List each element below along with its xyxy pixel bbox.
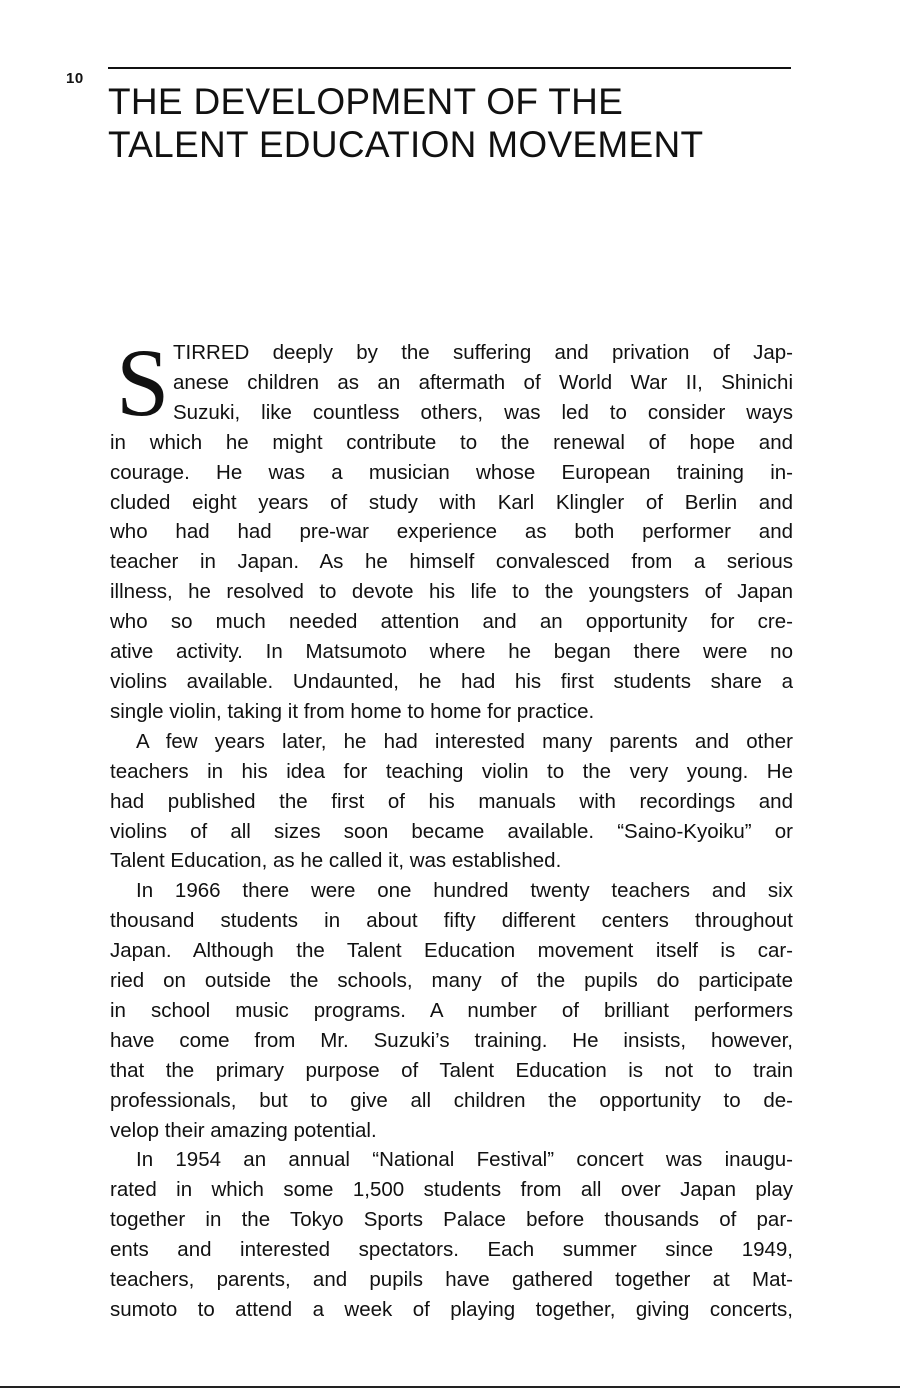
chapter-title: THE DEVELOPMENT OF THE TALENT EDUCATION MOVEMENT <box>108 81 704 165</box>
text-line: In 1954 an annual “National Festival” concert was inaugu- <box>136 1148 793 1172</box>
text-line: TIRRED deeply by the suffering and privation of Jap- <box>173 341 793 364</box>
text-line: that the primary purpose of Talent Education is not to train <box>110 1058 793 1082</box>
text-line: ried on outside the schools, many of the pupils do participate <box>110 969 793 993</box>
text-line: teachers, parents, and pupils have gathered together at Mat- <box>110 1268 793 1292</box>
text-line: in which he might contribute to the renewal of hope and <box>110 430 793 454</box>
text-line: illness, he resolved to devote his life to the youngsters of Japan <box>110 580 793 604</box>
text-line: teacher in Japan. As he himself convalesced from a serious <box>110 550 793 574</box>
text-line: had published the first of his manuals with recordings and <box>110 789 793 813</box>
text-line: Suzuki, like countless others, was led to consider ways <box>173 400 793 424</box>
text-line: thousand students in about fifty different centers throughout <box>110 909 793 933</box>
text-line: velop their amazing potential. <box>110 1118 377 1142</box>
paragraph-1 <box>110 329 793 727</box>
page-number: 10 <box>66 70 84 87</box>
text-line: rated in which some 1,500 students from all over Japan play <box>110 1178 793 1202</box>
text-line: together in the Tokyo Sports Palace before thousands of par- <box>110 1208 793 1232</box>
paragraph-4 <box>110 1145 793 1324</box>
text-line: Talent Education, as he called it, was established. <box>110 849 562 873</box>
text-line: cluded eight years of study with Karl Klingler of Berlin and <box>110 490 793 514</box>
text-line: have come from Mr. Suzuki’s training. He insists, however, <box>110 1028 793 1052</box>
text-line: professionals, but to give all children the opportunity to de- <box>110 1088 793 1112</box>
text-line: sumoto to attend a week of playing together, giving concerts, <box>110 1298 793 1321</box>
text-line: Japan. Although the Talent Education movement itself is car- <box>110 939 793 963</box>
text-line: violins available. Undaunted, he had his first students share a <box>110 669 793 693</box>
text-line: violins of all sizes soon became available. “Saino-Kyoiku” or <box>110 819 793 843</box>
text-line: single violin, taking it from home to home for practice. <box>110 699 595 723</box>
text-line: A few years later, he had interested many parents and other <box>136 729 793 753</box>
text-line: anese children as an aftermath of World War II, Shinichi <box>173 370 793 394</box>
text-line: courage. He was a musician whose European training in- <box>110 460 793 484</box>
text-line: in school music programs. A number of brilliant performers <box>110 998 793 1022</box>
text-line: who had had pre-war experience as both performer and <box>110 520 793 544</box>
paragraph-2 <box>110 727 793 877</box>
text-line: In 1966 there were one hundred twenty teachers and six <box>136 879 793 903</box>
text-line: ents and interested spectators. Each summer since 1949, <box>110 1238 793 1262</box>
text-line: teachers in his idea for teaching violin to the very young. He <box>110 759 793 783</box>
text-line: who so much needed attention and an opportunity for cre- <box>110 610 793 634</box>
body-text <box>110 329 793 1325</box>
title-rule <box>108 67 791 69</box>
text-line: ative activity. In Matsumoto where he began there were no <box>110 640 793 664</box>
paragraph-3 <box>110 876 793 1145</box>
drop-cap: S <box>116 329 170 436</box>
